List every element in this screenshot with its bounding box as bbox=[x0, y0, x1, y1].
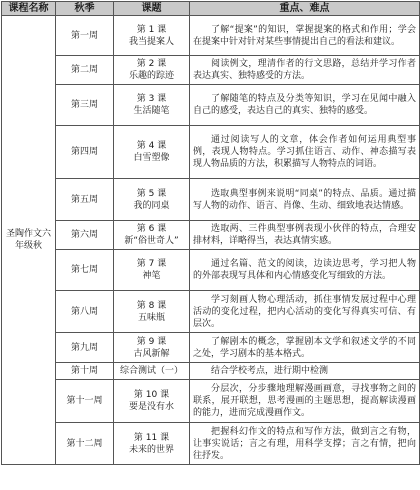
lesson-title: 白雪塑像 bbox=[133, 153, 170, 163]
content-cell: 阅读例文，理清作者的行文思路，总结并学习作者表达真实、独特感受的方法。 bbox=[190, 56, 420, 85]
week-cell: 第八周 bbox=[56, 291, 114, 333]
lesson-cell: 综合测试（一） bbox=[114, 363, 190, 380]
table-row bbox=[2, 291, 420, 333]
lesson-cell bbox=[114, 423, 190, 465]
header-key-points: 重点、难点 bbox=[190, 2, 420, 16]
lesson-number: 第 6 课 bbox=[136, 224, 167, 234]
lesson-cell bbox=[114, 380, 190, 423]
header-row bbox=[2, 2, 420, 16]
table-row bbox=[2, 221, 420, 250]
lesson-number: 第 1 课 bbox=[136, 24, 167, 35]
lesson-number: 第 5 课 bbox=[136, 188, 167, 199]
lesson-title: 未来的世界 bbox=[128, 444, 174, 455]
week-cell: 第六周 bbox=[56, 221, 114, 250]
lesson-title: 古风新解 bbox=[133, 348, 170, 359]
table-row bbox=[2, 380, 420, 423]
table-row bbox=[2, 126, 420, 179]
lesson-cell bbox=[114, 333, 190, 363]
lesson-number: 第 3 课 bbox=[136, 94, 167, 104]
table-row bbox=[2, 250, 420, 291]
lesson-number: 第 2 课 bbox=[136, 59, 167, 69]
lesson-number: 第 9 课 bbox=[136, 336, 167, 347]
week-cell: 第五周 bbox=[56, 179, 114, 221]
lesson-title: 神笔 bbox=[142, 271, 161, 281]
week-cell: 第七周 bbox=[56, 250, 114, 291]
lesson-title: 生活随笔 bbox=[133, 106, 170, 116]
lesson-title: 我当提案人 bbox=[128, 36, 174, 47]
lesson-cell bbox=[114, 291, 190, 333]
lesson-title: 五味瓶 bbox=[137, 312, 165, 323]
lesson-cell bbox=[114, 85, 190, 126]
week-cell: 第三周 bbox=[56, 85, 114, 126]
lesson-cell bbox=[114, 179, 190, 221]
lesson-number: 第 8 课 bbox=[136, 300, 167, 311]
content-cell: 把握科幻作文的特点和写作方法，做到言之有物，让事实说话；言之有理，用科学支撑；言之有情，把向往抒发。 bbox=[190, 423, 420, 465]
table-row bbox=[2, 333, 420, 363]
week-cell: 第一周 bbox=[56, 16, 114, 56]
table-row bbox=[2, 363, 420, 380]
lesson-number: 第 7 课 bbox=[136, 259, 167, 269]
table-row bbox=[2, 423, 420, 465]
week-cell: 第九周 bbox=[56, 333, 114, 363]
lesson-cell bbox=[114, 16, 190, 56]
header-course-name: 课程名称 bbox=[2, 2, 56, 16]
content-cell: 了解“提案”的知识，掌握提案的格式和作用；学会在提案中针对针对某些事情提出自己的看法和建议。 bbox=[190, 16, 420, 56]
week-cell: 第十周 bbox=[56, 363, 114, 380]
content-cell: 通过名篇、范文的阅读，边读边思考，学习把人物的外部表现写具体和内心情感变化写细致的方法。 bbox=[190, 250, 420, 291]
lesson-title: 要是没有水 bbox=[128, 402, 174, 412]
content-cell: 通过阅读写人的文章，体会作者如何运用典型事例，表现人物特点。学习抓住语言、动作、神态描写表现人物品质的方法，积累描写人物特点的词语。 bbox=[190, 126, 420, 179]
header-topic: 课题 bbox=[114, 2, 190, 16]
content-cell: 选取典型事例来说明“同桌”的特点、品质。通过描写人物的动作、语言、肖像、生动、细致地表达情感。 bbox=[190, 179, 420, 221]
lesson-cell bbox=[114, 126, 190, 179]
lesson-title: 新“俗世奇人” bbox=[124, 236, 179, 246]
lesson-title: 我的同桌 bbox=[133, 200, 170, 211]
course-name-cell: 圣陶作文六年级秋 bbox=[2, 16, 56, 465]
week-cell: 第十二周 bbox=[56, 423, 114, 465]
content-cell: 分层次，分步骤地理解漫画画意，寻找事物之间的联系，展开联想，思考漫画的主题思想，提高解读漫画的能力，进而完成漫画作文。 bbox=[190, 380, 420, 423]
week-cell: 第十一周 bbox=[56, 380, 114, 423]
content-cell: 了解剧本的概念，掌握剧本文学和叙述文学的不同之处，学习剧本的基本格式。 bbox=[190, 333, 420, 363]
lesson-title: 乐趣的踪迹 bbox=[128, 71, 174, 81]
lesson-cell bbox=[114, 221, 190, 250]
lesson-cell bbox=[114, 56, 190, 85]
week-cell: 第四周 bbox=[56, 126, 114, 179]
syllabus-table bbox=[1, 1, 420, 465]
header-season: 秋季 bbox=[56, 2, 114, 16]
content-cell: 学习刻画人物心理活动，抓住事情发展过程中心理活动的变化过程，把内心活动的变化写得真实可信、有层次。 bbox=[190, 291, 420, 333]
lesson-number: 第 10 课 bbox=[133, 390, 170, 400]
table-row bbox=[2, 56, 420, 85]
lesson-number: 第 4 课 bbox=[136, 141, 167, 151]
content-cell: 结合学校考点，进行期中检测 bbox=[190, 363, 420, 380]
content-cell: 选取两、三件典型事例表现小伙伴的特点，合理安排材料，详略得当，表达真情实感。 bbox=[190, 221, 420, 250]
content-cell: 了解随笔的特点及分类等知识，学习在见闻中融入自己的感受，表达自己的真实、独特的感受。 bbox=[190, 85, 420, 126]
table-row bbox=[2, 85, 420, 126]
table-row bbox=[2, 179, 420, 221]
table-row bbox=[2, 16, 420, 56]
lesson-cell bbox=[114, 250, 190, 291]
week-cell: 第二周 bbox=[56, 56, 114, 85]
lesson-number: 第 11 课 bbox=[133, 432, 170, 443]
